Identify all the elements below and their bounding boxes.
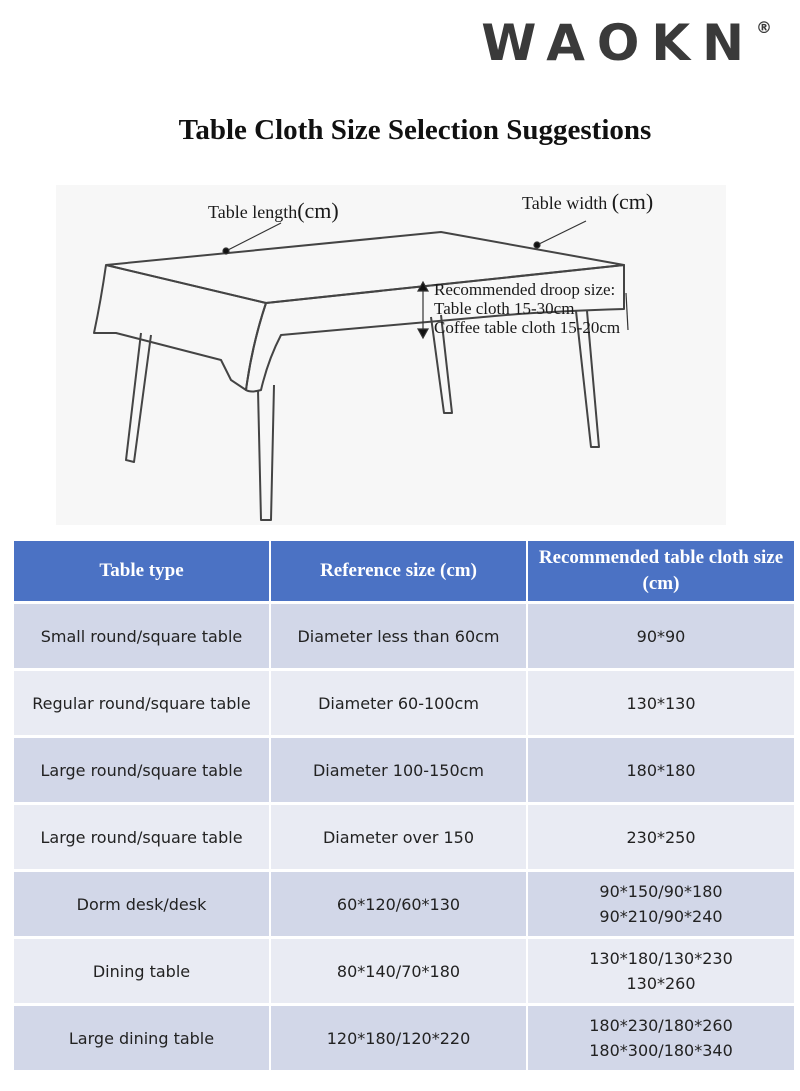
recommended-size-line: 180*180 [626,760,696,780]
tablecloth-diagram [56,185,726,525]
droop-note [434,280,620,337]
recommended-size-line: 90*210/90*240 [599,907,723,926]
cell-recommended-size [527,670,794,737]
cell-table-type: Large round/square table [14,804,270,871]
droop-note-tablecloth: Table cloth 15-30cm [434,299,575,318]
cell-recommended-size [527,804,794,871]
recommended-size-line: 230*250 [626,827,696,847]
cell-reference-size: Diameter less than 60cm [270,603,527,670]
cell-reference-size: 80*140/70*180 [270,938,527,1005]
width-unit: (cm) [611,189,654,214]
cell-recommended-size [527,871,794,938]
table-row [14,871,794,938]
droop-note-coffee: Coffee table cloth 15-20cm [434,318,621,337]
table-row [14,737,794,804]
leg-left [126,333,151,462]
table-row [14,670,794,737]
recommended-size-line: 130*130 [626,693,696,713]
length-unit: (cm) [297,198,339,223]
header-table-type: Table type [14,541,270,603]
cell-table-type: Large dining table [14,1005,270,1072]
recommended-size-line: 90*150/90*180 [599,882,723,901]
table-width-label [522,189,653,215]
recommended-size-line: 90*90 [636,626,686,646]
table-header-row [14,541,794,603]
brand-logo [481,14,772,72]
recommended-size-line: 130*260 [626,974,696,993]
table-row [14,1005,794,1072]
droop-note-heading: Recommended droop size: [434,280,616,299]
recommended-size-line: 180*300/180*340 [589,1041,733,1060]
header-recommended-size: Recommended table cloth size (cm) [527,541,794,603]
cell-table-type: Large round/square table [14,737,270,804]
table-row [14,938,794,1005]
cell-table-type: Dorm desk/desk [14,871,270,938]
cell-table-type: Dining table [14,938,270,1005]
cell-reference-size: 60*120/60*130 [270,871,527,938]
cell-reference-size: Diameter over 150 [270,804,527,871]
cell-table-type: Regular round/square table [14,670,270,737]
cell-reference-size: 120*180/120*220 [270,1005,527,1072]
cell-reference-size: Diameter 60-100cm [270,670,527,737]
registered-mark: ® [756,18,772,37]
table-row [14,603,794,670]
header-reference-size: Reference size (cm) [270,541,527,603]
brand-name: WAOKN [481,14,756,72]
leg-front [258,385,274,520]
recommended-size-line: 180*230/180*260 [589,1016,733,1035]
size-table [14,541,794,1073]
recommended-size-line: 130*180/130*230 [589,949,733,968]
cell-recommended-size [527,938,794,1005]
cell-recommended-size [527,1005,794,1072]
table-row [14,804,794,871]
cell-recommended-size [527,603,794,670]
cloth-left-droop [94,265,266,390]
cell-recommended-size [527,737,794,804]
width-label-text: Table width [522,193,608,213]
table-illustration [56,185,726,525]
cell-reference-size: Diameter 100-150cm [270,737,527,804]
page-title: Table Cloth Size Selection Suggestions [178,114,652,146]
length-label-text: Table length [208,202,298,222]
cell-table-type: Small round/square table [14,603,270,670]
table-length-label [208,198,339,224]
